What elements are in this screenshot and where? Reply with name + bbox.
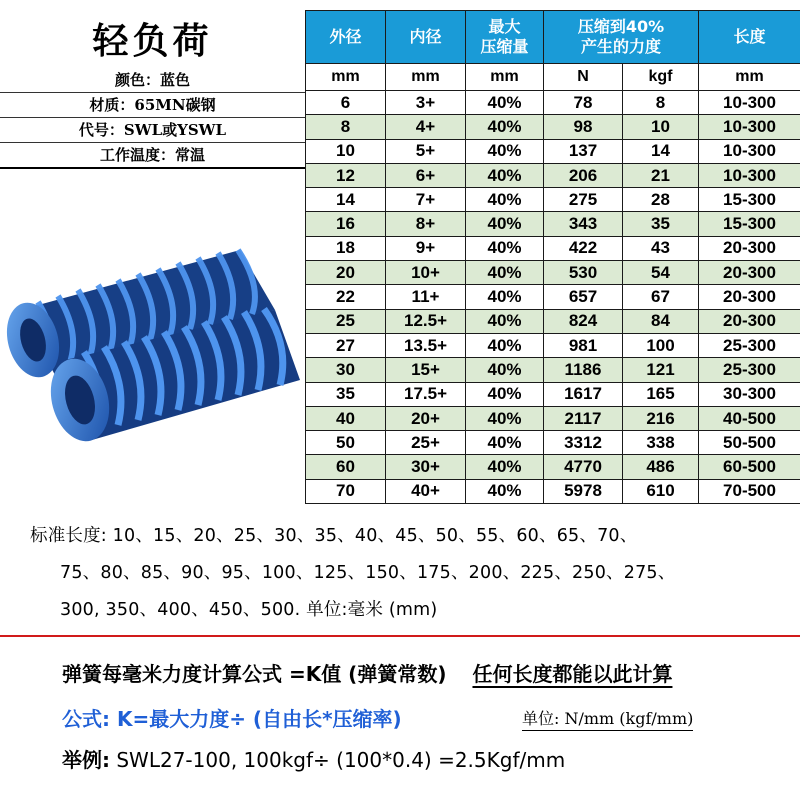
header-max-compression: 最大 压缩量 [466, 11, 544, 64]
table-cell: 16 [306, 212, 386, 236]
table-cell: 35 [306, 382, 386, 406]
standard-lengths [30, 518, 790, 629]
table-cell: 78 [544, 91, 623, 115]
example-text: SWL27-100, 100kgf÷ (100*0.4) =2.5Kgf/mm [116, 748, 566, 772]
product-info [0, 68, 305, 169]
table-cell: 12 [306, 163, 386, 187]
table-cell: 50 [306, 431, 386, 455]
table-cell: 6 [306, 91, 386, 115]
unit-cell: N [544, 64, 623, 91]
header-force-at-40: 压缩到40% 产生的力度 [544, 11, 699, 64]
table-cell: 84 [623, 309, 699, 333]
table-cell: 30-300 [699, 382, 800, 406]
units-row [306, 64, 800, 91]
table-cell: 60-500 [699, 455, 800, 479]
unit-cell: mm [386, 64, 466, 91]
table-cell: 70 [306, 479, 386, 503]
table-cell: 610 [623, 479, 699, 503]
table-cell: 10 [306, 139, 386, 163]
table-cell: 11+ [386, 285, 466, 309]
info-material: 材质：65MN碳钢 [0, 93, 305, 118]
table-cell: 530 [544, 261, 623, 285]
table-cell: 40 [306, 406, 386, 430]
table-cell: 60 [306, 455, 386, 479]
table-cell: 343 [544, 212, 623, 236]
table-cell: 20-300 [699, 261, 800, 285]
header-inner-diameter: 内径 [386, 11, 466, 64]
table-row [306, 455, 800, 479]
table-cell: 30+ [386, 455, 466, 479]
formula-title-right: 任何长度都能以此计算 [472, 662, 673, 686]
table-cell: 50-500 [699, 431, 800, 455]
table-cell: 25-300 [699, 358, 800, 382]
unit-cell: mm [466, 64, 544, 91]
example-label: 举例: [62, 748, 110, 772]
spring-spec-table [305, 10, 800, 504]
table-row [306, 406, 800, 430]
table-cell: 4+ [386, 115, 466, 139]
table-row [306, 358, 800, 382]
unit-cell: kgf [623, 64, 699, 91]
table-cell: 14 [306, 188, 386, 212]
table-cell: 40% [466, 285, 544, 309]
table-cell: 1617 [544, 382, 623, 406]
table-cell: 10-300 [699, 91, 800, 115]
info-code: 代号：SWL或YSWL [0, 118, 305, 143]
table-cell: 824 [544, 309, 623, 333]
table-row [306, 115, 800, 139]
table-cell: 40% [466, 163, 544, 187]
table-cell: 7+ [386, 188, 466, 212]
table-row [306, 309, 800, 333]
table-cell: 40% [466, 333, 544, 357]
table-cell: 20-300 [699, 309, 800, 333]
table-cell: 40% [466, 212, 544, 236]
table-cell: 40-500 [699, 406, 800, 430]
standard-lengths-line: 标准长度: 10、15、20、25、30、35、40、45、50、55、60、65、70、 [30, 526, 638, 546]
info-color: 颜色：蓝色 [0, 68, 305, 93]
table-row [306, 285, 800, 309]
table-cell: 981 [544, 333, 623, 357]
table-cell: 27 [306, 333, 386, 357]
table-cell: 40% [466, 382, 544, 406]
table-cell: 3+ [386, 91, 466, 115]
table-cell: 21 [623, 163, 699, 187]
table-cell: 10 [623, 115, 699, 139]
table-cell: 8 [306, 115, 386, 139]
table-cell: 40% [466, 455, 544, 479]
unit-cell: mm [699, 64, 800, 91]
product-title: 轻负荷 [92, 19, 213, 62]
table-cell: 2117 [544, 406, 623, 430]
table-cell: 5+ [386, 139, 466, 163]
table-cell: 4770 [544, 455, 623, 479]
table-cell: 35 [623, 212, 699, 236]
table-cell: 40% [466, 188, 544, 212]
table-cell: 100 [623, 333, 699, 357]
table-cell: 20+ [386, 406, 466, 430]
table-cell: 275 [544, 188, 623, 212]
table-cell: 40% [466, 261, 544, 285]
table-cell: 3312 [544, 431, 623, 455]
table-cell: 10+ [386, 261, 466, 285]
table-cell: 17.5+ [386, 382, 466, 406]
header-length: 长度 [699, 11, 800, 64]
table-cell: 70-500 [699, 479, 800, 503]
unit-cell: mm [306, 64, 386, 91]
table-cell: 6+ [386, 163, 466, 187]
table-cell: 20-300 [699, 285, 800, 309]
table-cell: 137 [544, 139, 623, 163]
table-cell: 9+ [386, 236, 466, 260]
table-cell: 121 [623, 358, 699, 382]
table-cell: 40% [466, 406, 544, 430]
table-row [306, 479, 800, 503]
blue-springs-illustration [0, 240, 305, 460]
table-cell: 657 [544, 285, 623, 309]
table-cell: 165 [623, 382, 699, 406]
table-cell: 1186 [544, 358, 623, 382]
table-row [306, 212, 800, 236]
table-cell: 14 [623, 139, 699, 163]
table-cell: 40% [466, 358, 544, 382]
table-row [306, 139, 800, 163]
spec-table-body [306, 91, 800, 504]
table-cell: 12.5+ [386, 309, 466, 333]
table-cell: 15-300 [699, 212, 800, 236]
table-cell: 8+ [386, 212, 466, 236]
table-row [306, 91, 800, 115]
table-cell: 18 [306, 236, 386, 260]
table-cell: 20-300 [699, 236, 800, 260]
standard-lengths-line: 75、80、85、90、95、100、125、150、175、200、225、250、275、 [60, 563, 676, 583]
formula-example [62, 744, 565, 773]
formula-unit: 单位: N/mm (kgf/mm) [522, 706, 693, 731]
table-cell: 15+ [386, 358, 466, 382]
table-row [306, 261, 800, 285]
info-temperature: 工作温度：常温 [0, 143, 305, 169]
table-cell: 40% [466, 431, 544, 455]
table-cell: 98 [544, 115, 623, 139]
table-cell: 216 [623, 406, 699, 430]
table-row [306, 163, 800, 187]
table-row [306, 333, 800, 357]
table-cell: 25+ [386, 431, 466, 455]
standard-lengths-line: 300, 350、400、450、500. 单位:毫米 (mm) [60, 600, 438, 620]
table-cell: 43 [623, 236, 699, 260]
table-cell: 8 [623, 91, 699, 115]
table-row [306, 431, 800, 455]
table-cell: 10-300 [699, 163, 800, 187]
table-cell: 54 [623, 261, 699, 285]
table-cell: 10-300 [699, 139, 800, 163]
table-cell: 28 [623, 188, 699, 212]
table-cell: 30 [306, 358, 386, 382]
table-cell: 40% [466, 139, 544, 163]
table-cell: 40% [466, 115, 544, 139]
table-cell: 15-300 [699, 188, 800, 212]
table-cell: 338 [623, 431, 699, 455]
formula-title [62, 658, 672, 687]
table-cell: 40% [466, 236, 544, 260]
table-cell: 25 [306, 309, 386, 333]
table-cell: 486 [623, 455, 699, 479]
table-cell: 40% [466, 479, 544, 503]
table-row [306, 382, 800, 406]
table-row [306, 236, 800, 260]
header-outer-diameter: 外径 [306, 11, 386, 64]
table-cell: 206 [544, 163, 623, 187]
table-cell: 67 [623, 285, 699, 309]
table-cell: 22 [306, 285, 386, 309]
table-cell: 20 [306, 261, 386, 285]
formula-title-left: 弹簧每毫米力度计算公式 =K值 (弹簧常数) [62, 662, 447, 686]
red-divider [0, 635, 800, 637]
table-cell: 40% [466, 91, 544, 115]
formula-expression: 公式: K=最大力度÷ (自由长*压缩率) [62, 707, 402, 731]
table-cell: 40+ [386, 479, 466, 503]
table-cell: 5978 [544, 479, 623, 503]
table-cell: 422 [544, 236, 623, 260]
table-cell: 13.5+ [386, 333, 466, 357]
table-cell: 25-300 [699, 333, 800, 357]
table-cell: 40% [466, 309, 544, 333]
table-row [306, 188, 800, 212]
table-cell: 10-300 [699, 115, 800, 139]
